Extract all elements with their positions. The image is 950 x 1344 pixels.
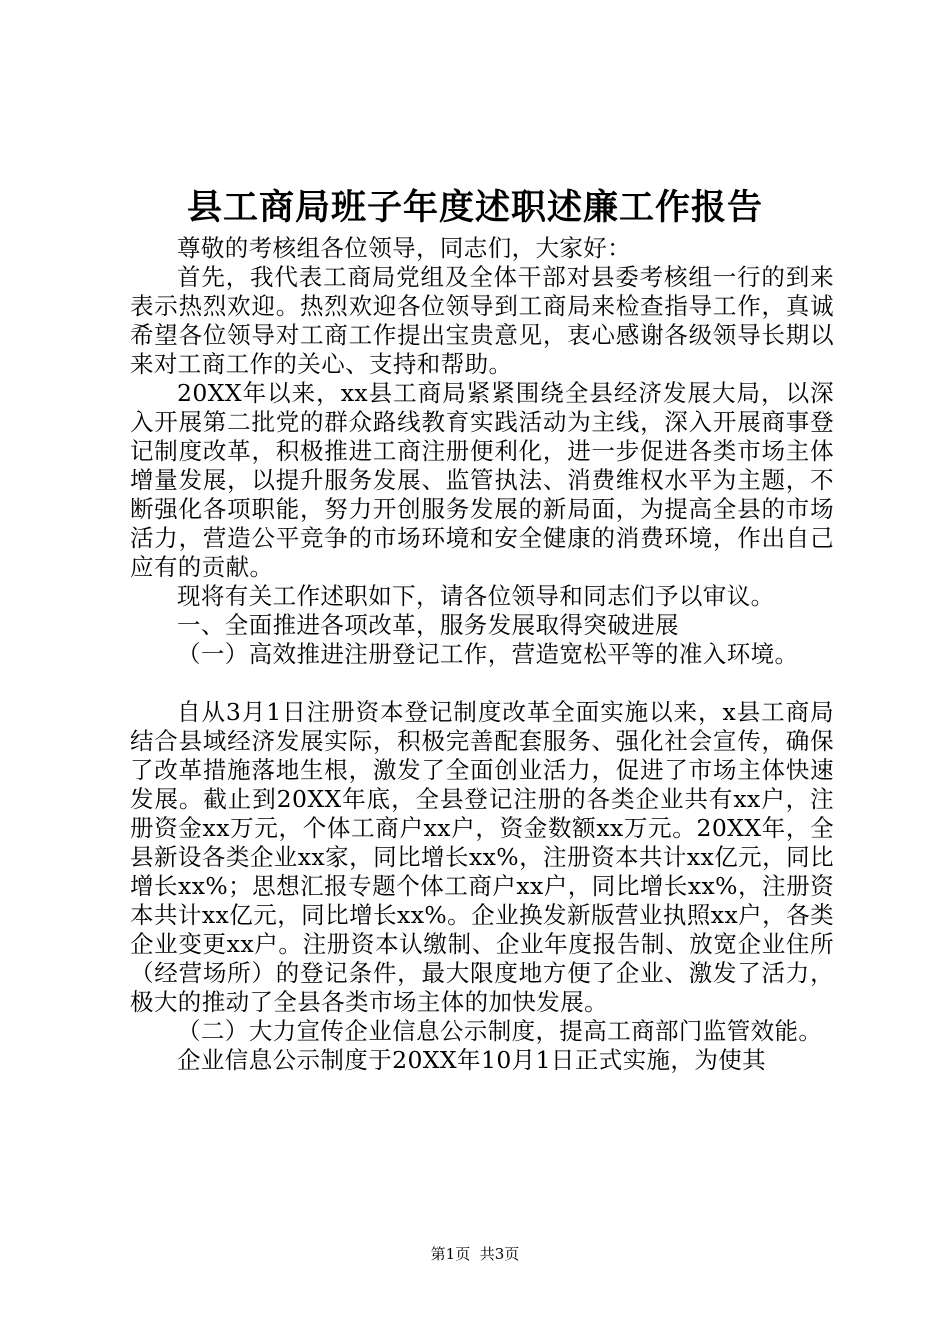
paragraph-registration: 自从3月1日注册资本登记制度改革全面实施以来，x县工商局结合县域经济发展实际，积极完善配套服务、强化社会宣传，确保了改革措施落地生根，激发了全面创业活力，促进了市场主体快速发展。截止到20XX年底，全县登记注册的各类企业共有xx户，注册资金xx万元，个体工商户xx户，资金数额xx万元。20XX年，全县新设各类企业xx家，同比增长xx%，注册资本共计xx亿元，同比增长xx%；思想汇报专题个体工商户xx户，同比增长xx%，注册资本共计xx亿元，同比增长xx%。企业换发新版营业执照xx户，各类企业变更xx户。注册资本认缴制、企业年度报告制、放宽企业住所（经营场所）的登记条件，最大限度地方便了企业、激发了活力，极大的推动了全县各类市场主体的加快发展。 — [130, 698, 834, 1016]
subsection-heading-2: （二）大力宣传企业信息公示制度，提高工商部门监管效能。 — [177, 1017, 823, 1045]
paragraph-welcome: 首先，我代表工商局党组及全体干部对县委考核组一行的到来表示热烈欢迎。热烈欢迎各位领导到工商局来检查指导工作，真诚希望各位领导对工商工作提出宝贵意见，衷心感谢各级领导长期以来对工商工作的关心、支持和帮助。 — [130, 263, 834, 378]
page-footer — [0, 1244, 950, 1264]
document-title: 县工商局班子年度述职述廉工作报告 — [186, 187, 763, 228]
paragraph-overview: 20XX年以来，xx县工商局紧紧围绕全县经济发展大局，以深入开展第二批党的群众路线教育实践活动为主线，深入开展商事登记制度改革，积极推进工商注册便利化，进一步促进各类市场主体增量发展，以提升服务发展、监管执法、消费维权水平为主题，不断强化各项职能，努力开创服务发展的新局面，为提高全县的市场活力，营造公平竞争的市场环境和安全健康的消费环境，作出自己应有的贡献。 — [130, 379, 834, 581]
section-heading-1: 一、全面推进各项改革，服务发展取得突破进展 — [177, 611, 679, 639]
document-body — [130, 234, 834, 1075]
paragraph-disclosure: 企业信息公示制度于20XX年10月1日正式实施，为使其 — [177, 1046, 767, 1074]
page-number: 第1页 — [430, 1245, 471, 1263]
subsection-heading-1: （一）高效推进注册登记工作，营造宽松平等的准入环境。 — [177, 640, 799, 668]
page-total: 共3页 — [479, 1245, 520, 1263]
paragraph-intro: 现将有关工作述职如下，请各位领导和同志们予以审议。 — [177, 582, 775, 610]
paragraph-greeting: 尊敬的考核组各位领导，同志们，大家好： — [177, 234, 632, 262]
